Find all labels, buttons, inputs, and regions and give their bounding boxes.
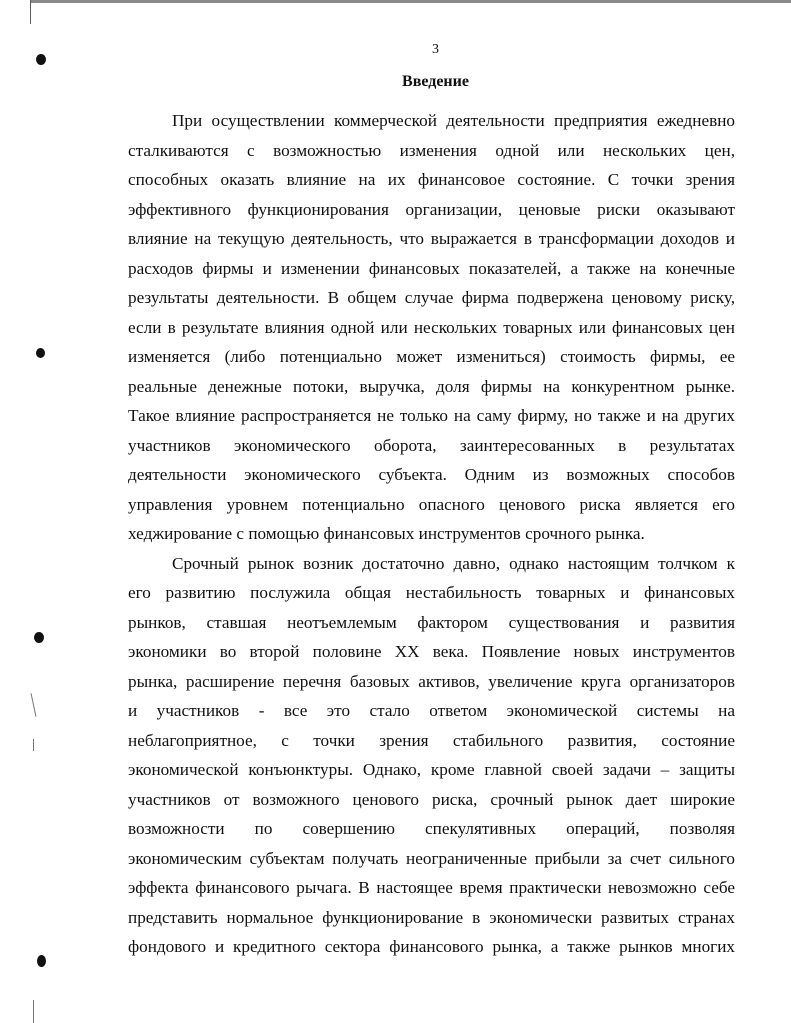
text-line: результаты деятельности. В общем случае фирма подвержена ценовому риску, bbox=[128, 288, 735, 307]
text-line: представить нормальное функционирование в экономически развитых странах bbox=[128, 907, 735, 927]
text-line: неблагоприятное, с точки зрения стабильного развития, состояние bbox=[128, 730, 735, 750]
text-line: хеджирование с помощью финансовых инструментов срочного рынка. bbox=[128, 524, 645, 543]
text-line: эффективного функционирования организации, ценовые риски оказывают bbox=[128, 199, 735, 219]
text-line: способных оказать влияние на их финансовое состояние. С точки зрения bbox=[128, 170, 735, 189]
text-line: сталкиваются с возможностью изменения одной или нескольких цен, bbox=[128, 140, 735, 160]
paragraph-2 bbox=[128, 549, 735, 962]
text-line: расходов фирмы и изменении финансовых показателей, а также на конечные bbox=[128, 258, 735, 278]
text-line: участников экономического оборота, заинтересованных в результатах bbox=[128, 435, 735, 455]
scan-edge-top bbox=[30, 0, 791, 3]
text-line: изменяется (либо потенциально может измениться) стоимость фирмы, ее bbox=[128, 347, 735, 366]
text-line: При осуществлении коммерческой деятельности предприятия ежедневно bbox=[172, 111, 735, 130]
punch-hole-mark bbox=[36, 348, 45, 358]
scan-artifact-line bbox=[31, 693, 37, 717]
text-line: и участников - все это стало ответом экономической системы на bbox=[128, 701, 735, 720]
text-line: экономики во второй половине XX века. Появление новых инструментов bbox=[128, 642, 735, 661]
scan-artifact-line bbox=[33, 739, 34, 751]
page-number: 3 bbox=[432, 42, 439, 57]
text-line: Такое влияние распространяется не только на саму фирму, но также и на других bbox=[128, 406, 735, 425]
text-line: рынка, расширение перечня базовых активов, увеличение круга организаторов bbox=[128, 671, 735, 691]
punch-hole-mark bbox=[37, 955, 46, 967]
text-line: экономическим субъектам получать неограниченные прибыли за счет сильного bbox=[128, 848, 735, 868]
text-line: участников от возможного ценового риска, срочный рынок дает широкие bbox=[128, 789, 735, 809]
text-line: его развитию послужила общая нестабильность товарных и финансовых bbox=[128, 583, 735, 602]
text-line: эффекта финансового рычага. В настоящее время практически невозможно себе bbox=[128, 878, 735, 897]
punch-hole-mark bbox=[34, 632, 44, 643]
text-line: влияние на текущую деятельность, что выражается в трансформации доходов и bbox=[128, 229, 735, 248]
body-text bbox=[128, 106, 735, 962]
scan-edge-left bbox=[30, 0, 31, 24]
paragraph-1 bbox=[128, 106, 735, 549]
text-line: управления уровнем потенциально опасного ценового риска является его bbox=[128, 494, 735, 514]
text-line: возможности по совершению спекулятивных операций, позволяя bbox=[128, 819, 735, 838]
text-line: экономической конъюнктуры. Однако, кроме главной своей задачи – защиты bbox=[128, 760, 735, 779]
section-heading: Введение bbox=[402, 73, 469, 90]
scan-artifact-line bbox=[33, 1000, 34, 1023]
text-line: рынков, ставшая неотъемлемым фактором существования и развития bbox=[128, 612, 735, 632]
text-line: Срочный рынок возник достаточно давно, однако настоящим толчком к bbox=[172, 553, 735, 573]
text-line: деятельности экономического субъекта. Одним из возможных способов bbox=[128, 465, 735, 484]
text-line: реальные денежные потоки, выручка, доля фирмы на конкурентном рынке. bbox=[128, 376, 735, 396]
text-line: фондового и кредитного сектора финансового рынка, а также рынков многих bbox=[128, 937, 735, 956]
text-line: если в результате влияния одной или нескольких товарных или финансовых цен bbox=[128, 317, 735, 337]
